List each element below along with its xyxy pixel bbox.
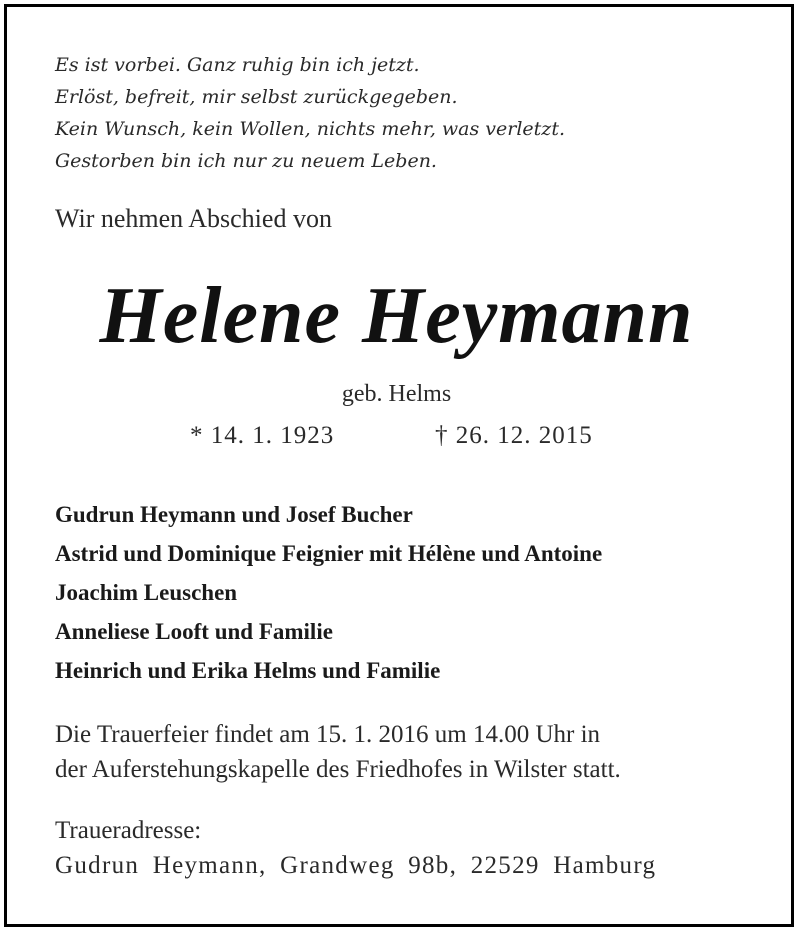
mourners-list [55, 495, 755, 690]
mourner-entry: Joachim Leuschen [55, 580, 238, 605]
mourning-address [55, 813, 755, 883]
ceremony-line: Die Trauerfeier findet am 15. 1. 2016 um 14.00 Uhr in [55, 721, 601, 748]
mourner-entry: Anneliese Looft und Familie [55, 619, 333, 644]
poem-line: Es ist vorbei. Ganz ruhig bin ich jetzt. [55, 54, 420, 76]
mourner-entry: Heinrich und Erika Helms und Familie [55, 658, 441, 683]
address-label: Traueradresse: [55, 817, 202, 844]
ceremony-info [55, 717, 755, 787]
birth-date: * 14. 1. 1923 [190, 422, 335, 449]
poem [55, 49, 755, 177]
deceased-name: Helene Heymann [99, 272, 694, 360]
farewell-intro: Wir nehmen Abschied von [55, 204, 332, 233]
ceremony-line: der Auferstehungskapelle des Friedhofes in Wilster statt. [55, 756, 621, 783]
mourner-entry: Astrid und Dominique Feignier mit Hélène und Antoine [55, 541, 603, 566]
poem-line: Erlöst, befreit, mir selbst zurückgegeben. [55, 86, 458, 108]
death-date: † 26. 12. 2015 [435, 422, 593, 449]
address-line: Gudrun Heymann, Grandweg 98b, 22529 Hamburg [55, 852, 657, 879]
poem-line: Kein Wunsch, kein Wollen, nichts mehr, was verletzt. [55, 118, 565, 140]
poem-line: Gestorben bin ich nur zu neuem Leben. [55, 150, 437, 172]
maiden-name: geb. Helms [341, 381, 452, 407]
mourner-entry: Gudrun Heymann und Josef Bucher [55, 502, 413, 527]
